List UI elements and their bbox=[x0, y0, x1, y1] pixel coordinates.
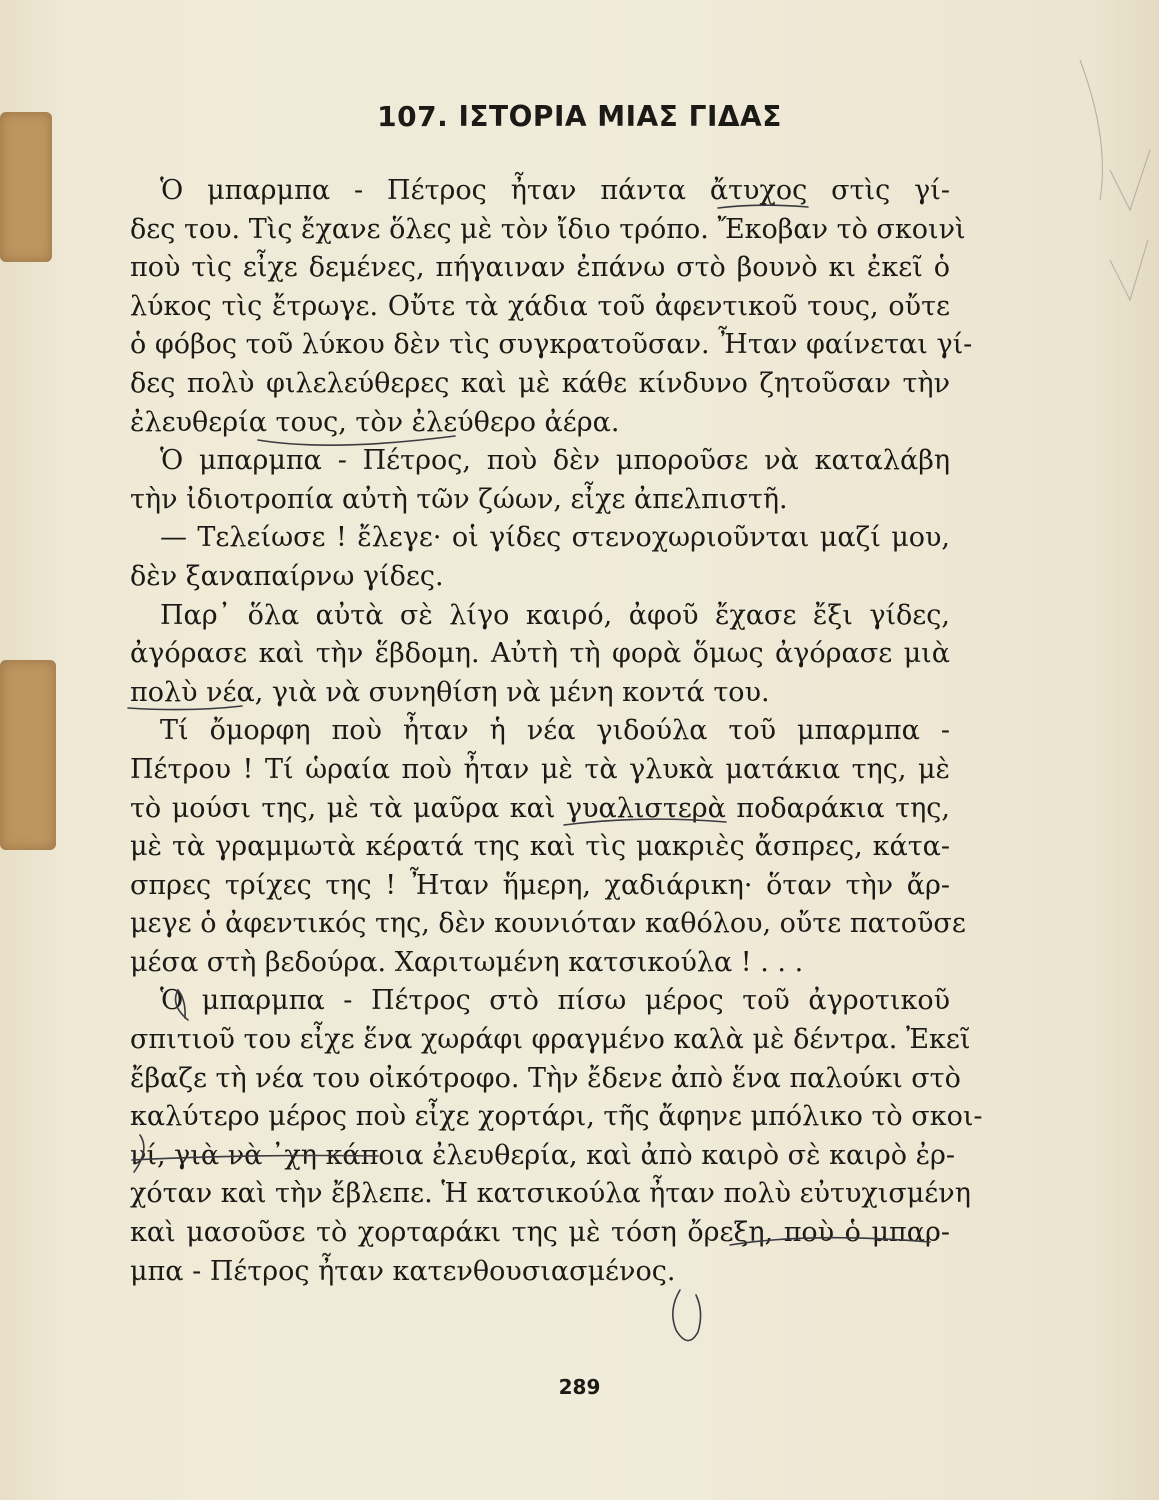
faint-pencil-mark bbox=[1110, 150, 1150, 210]
text-line: Παρ᾽ ὅλα αὐτὰ σὲ λίγο καιρό, ἀφοῦ ἔχασε ἔξι γίδες, bbox=[160, 599, 950, 631]
faint-pencil-mark bbox=[1110, 240, 1148, 300]
text-line: λύκος τὶς ἔτρωγε. Οὔτε τὰ χάδια τοῦ ἀφεντικοῦ τους, οὔτε bbox=[130, 290, 950, 322]
tape-stain-top bbox=[0, 112, 52, 262]
tape-stain-bottom bbox=[0, 660, 56, 850]
text-line: Ὁ μπαρμπα - Πέτρος, ποὺ δὲν μποροῦσε νὰ καταλάβη bbox=[160, 445, 950, 477]
text-line: Ὁ μπαρμπα - Πέτρος ἦταν πάντα ἄτυχος στὶς γί- bbox=[160, 175, 950, 206]
text-line: δὲν ξαναπαίρνω γίδες. bbox=[130, 560, 444, 592]
text-line: Τί ὄμορφη ποὺ ἦταν ἡ νέα γιδούλα τοῦ μπαρμπα - bbox=[160, 715, 950, 747]
text-line: τὴν ἰδιοτροπία αὐτὴ τῶν ζώων, εἶχε ἀπελπιστῆ. bbox=[130, 483, 788, 515]
story-title: 107. ΙΣΤΟΡΙΑ ΜΙΑΣ ΓΙΔΑΣ bbox=[377, 100, 782, 133]
page-number: 289 bbox=[558, 1375, 601, 1399]
bracket-mark bbox=[673, 1290, 701, 1341]
text-line: σπιτιοῦ του εἶχε ἕνα χωράφι φραγμένο καλὰ μὲ δέντρα. Ἐκεῖ bbox=[130, 1024, 971, 1056]
text-line: ὁ φόβος τοῦ λύκου δὲν τὶς συγκρατοῦσαν. Ἦταν φαίνεται γί- bbox=[130, 329, 973, 361]
text-line: σπρες τρίχες της ! Ἦταν ἥμερη, χαδιάρικη· ὅταν τὴν ἄρ- bbox=[130, 869, 950, 901]
text-line: χόταν καὶ τὴν ἔβλεπε. Ἡ κατσικούλα ἦταν πολὺ εὐτυχισμένη bbox=[130, 1178, 971, 1210]
text-line: δες πολὺ φιλελεύθερες καὶ μὲ κάθε κίνδυνο ζητοῦσαν τὴν bbox=[130, 367, 950, 399]
text-line: μπα - Πέτρος ἦταν κατενθουσιασμένος. bbox=[130, 1255, 676, 1287]
text-line: Ὁ μπαρμπα - Πέτρος στὸ πίσω μέρος τοῦ ἀγροτικοῦ bbox=[160, 985, 950, 1017]
text-line: τὸ μούσι της, μὲ τὰ μαῦρα καὶ γυαλιστερὰ ποδαράκια της, bbox=[130, 792, 950, 824]
text-line: πολὺ νέα, γιὰ νὰ συνηθίση νὰ μένη κοντά του. bbox=[130, 676, 770, 708]
text-line: μέσα στὴ βεδούρα. Χαριτωμένη κατσικούλα ! . . . bbox=[130, 946, 804, 978]
text-line: μὲ τὰ γραμμωτὰ κέρατά της καὶ τὶς μακριὲς ἄσπρες, κάτα- bbox=[130, 831, 950, 863]
text-line: — Τελείωσε ! ἔλεγε· οἱ γίδες στενοχωριοῦνται μαζί μου, bbox=[160, 522, 950, 554]
text-line: ἐλευθερία τους, τὸν ἐλεύθερο ἀέρα. bbox=[130, 406, 620, 438]
text-line: καὶ μασοῦσε τὸ χορταράκι της μὲ τόση ὄρεξη, ποὺ ὁ μπαρ- bbox=[130, 1217, 950, 1249]
body-text bbox=[130, 172, 983, 1291]
text-line: ποὺ τὶς εἶχε δεμένες, πήγαιναν ἐπάνω στὸ βουνὸ κι ἐκεῖ ὁ bbox=[130, 252, 950, 284]
text-line: νί, γιὰ νὰ ᾽χη κάποια ἐλευθερία, καὶ ἀπὸ καιρὸ σὲ καιρὸ ἐρ- bbox=[130, 1139, 956, 1171]
text-line: ἔβαζε τὴ νέα του οἰκότροφο. Τὴν ἔδενε ἀπὸ ἕνα παλούκι στὸ bbox=[130, 1062, 961, 1094]
text-line: Πέτρου ! Τί ὡραία ποὺ ἦταν μὲ τὰ γλυκὰ ματάκια της, μὲ bbox=[130, 753, 950, 785]
text-line: δες του. Τὶς ἔχανε ὅλες μὲ τὸν ἴδιο τρόπο. Ἔκοβαν τὸ σκοινὶ bbox=[130, 213, 966, 245]
text-line: ἀγόρασε καὶ τὴν ἕβδομη. Αὐτὴ τὴ φορὰ ὅμως ἀγόρασε μιὰ bbox=[130, 638, 950, 670]
text-line: καλύτερο μέρος ποὺ εἶχε χορτάρι, τῆς ἄφηνε μπόλικο τὸ σκοι- bbox=[130, 1101, 983, 1133]
text-line: μεγε ὁ ἀφεντικός της, δὲν κουνιόταν καθόλου, οὔτε πατοῦσε bbox=[130, 908, 966, 940]
